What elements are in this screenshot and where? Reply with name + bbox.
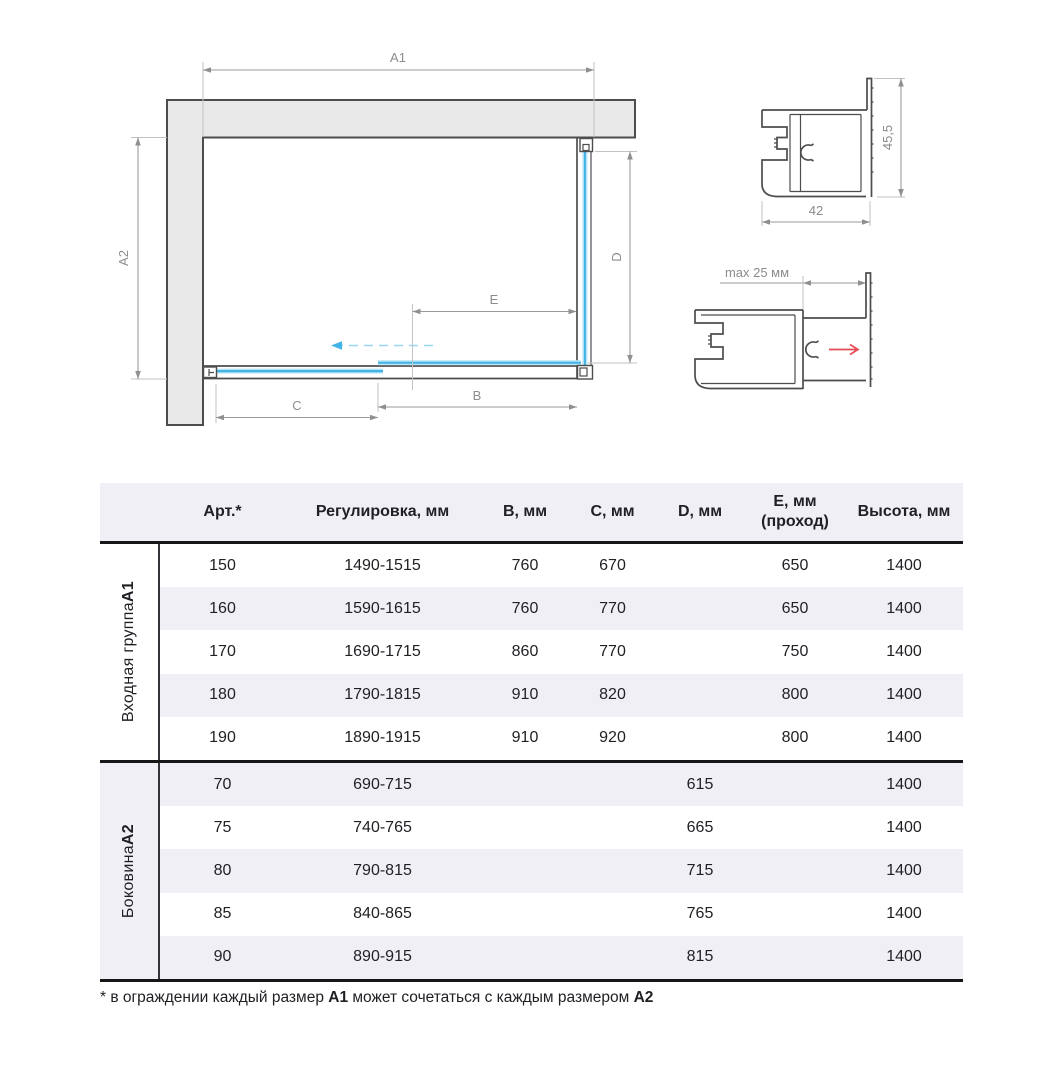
extension-direction-arrow [829, 345, 858, 355]
table-row [160, 936, 963, 979]
group-side-a2 [100, 760, 963, 982]
header-art: Арт.* [203, 503, 242, 520]
header-e: E, мм (проход) [761, 493, 829, 530]
cell-art: 150 [209, 556, 236, 574]
cell-d: 765 [686, 905, 714, 923]
dimension-42 [762, 201, 870, 226]
dimension-a2 [116, 138, 167, 380]
cell-art: 90 [213, 948, 232, 966]
group-entry-a1 [100, 544, 963, 760]
cell-h: 1400 [886, 599, 922, 617]
cell-e: 800 [781, 729, 809, 747]
dimension-45-5 [874, 79, 905, 198]
cell-art: 180 [209, 686, 236, 704]
max-25-label: max 25 мм [724, 265, 790, 280]
table-row [160, 630, 963, 673]
profile1-width-label: 42 [808, 203, 824, 218]
cell-h: 1400 [886, 861, 922, 879]
cell-d: 815 [686, 948, 714, 966]
table-row [160, 717, 963, 760]
profile1-screw-boss [801, 144, 814, 161]
table-row [160, 674, 963, 717]
dim-d-label: D [609, 252, 624, 262]
profile1-bottom [762, 184, 866, 197]
dim-b-label: B [472, 388, 482, 403]
footnote-a2: A2 [633, 989, 654, 1006]
cell-h: 1400 [886, 556, 922, 574]
cell-c: 920 [599, 729, 626, 747]
cell-c: 770 [599, 599, 626, 617]
footnote-text: может сочетаться с каждым размером [348, 989, 634, 1006]
header-regulirovka: Регулировка, мм [315, 503, 450, 520]
dimension-b [378, 383, 577, 412]
cell-d: 615 [686, 775, 714, 793]
cell-h: 1400 [886, 642, 922, 660]
profile-adjust-section [695, 265, 873, 389]
profile2-left-hook [695, 310, 723, 375]
cell-art: 190 [209, 729, 236, 747]
cell-e: 650 [781, 556, 809, 574]
cell-art: 170 [209, 642, 236, 660]
footnote-text: * в ограждении каждый размер [100, 989, 329, 1006]
cell-b: 910 [511, 729, 539, 747]
plan-view [116, 50, 637, 425]
cell-e: 800 [781, 686, 809, 704]
cell-reg: 840-865 [353, 905, 412, 923]
dimension-d [588, 152, 637, 364]
table-row [160, 893, 963, 936]
cell-h: 1400 [886, 905, 922, 923]
cell-art: 160 [209, 599, 236, 617]
dim-a2-label: A2 [116, 250, 131, 266]
profile2-flange [866, 273, 871, 387]
cell-reg: 690-715 [353, 775, 412, 793]
cell-reg: 1490-1515 [344, 556, 421, 574]
table-header-row [100, 483, 963, 544]
table-row [160, 587, 963, 630]
cell-d: 715 [686, 861, 714, 879]
cell-c: 770 [599, 642, 626, 660]
cell-h: 1400 [886, 775, 922, 793]
cell-b: 910 [511, 686, 539, 704]
cell-art: 70 [213, 775, 232, 793]
cell-reg: 790-815 [353, 861, 412, 879]
cell-e: 750 [781, 642, 809, 660]
header-b: B, мм [502, 503, 548, 520]
profile2-bottom [695, 375, 803, 389]
profile1-height-label: 45,5 [880, 124, 895, 151]
footnote-a1: A1 [328, 989, 349, 1006]
cell-reg: 1890-1915 [344, 729, 421, 747]
group-a2-label-cell [100, 763, 160, 979]
dimension-c [216, 384, 378, 423]
header-c: C, мм [590, 503, 635, 520]
dimension-max25 [720, 276, 866, 311]
cell-h: 1400 [886, 948, 922, 966]
cell-reg: 740-765 [353, 818, 412, 836]
group-a1-label-cell [100, 544, 160, 760]
header-d: D, мм [677, 503, 723, 520]
cell-c: 820 [599, 686, 626, 704]
cell-b: 760 [511, 556, 539, 574]
cell-art: 75 [213, 818, 232, 836]
dim-e-label: E [489, 292, 499, 307]
cell-h: 1400 [886, 818, 922, 836]
slide-direction-arrowhead [331, 341, 342, 350]
cell-c: 670 [599, 556, 626, 574]
table-row [160, 849, 963, 892]
dimension-e [413, 292, 577, 390]
table-row [160, 806, 963, 849]
cell-art: 80 [213, 861, 232, 879]
cell-reg: 1690-1715 [344, 642, 421, 660]
cell-e: 650 [781, 599, 809, 617]
group-a2-label: БоковинаA2 [120, 823, 137, 918]
cell-reg: 1590-1615 [344, 599, 421, 617]
wall-shape [167, 100, 635, 425]
cell-h: 1400 [886, 729, 922, 747]
profile-corner-section [762, 79, 905, 227]
cell-art: 85 [213, 905, 232, 923]
profile2-screw-boss [806, 341, 819, 358]
group-a1-label: Входная группаA1 [120, 581, 137, 723]
cell-reg: 890-915 [353, 948, 412, 966]
profile1-flange [867, 79, 872, 198]
cell-h: 1400 [886, 686, 922, 704]
cell-b: 860 [511, 642, 539, 660]
cell-b: 760 [511, 599, 539, 617]
footnote [100, 989, 653, 1007]
cell-reg: 1790-1815 [344, 686, 421, 704]
technical-drawing [0, 0, 1063, 470]
table-row [160, 544, 963, 587]
cell-d: 665 [686, 818, 714, 836]
dim-a1-label: A1 [390, 50, 406, 65]
spec-table [100, 483, 963, 982]
dim-c-label: C [292, 398, 302, 413]
table-row [160, 763, 963, 806]
header-height: Высота, мм [857, 503, 951, 520]
